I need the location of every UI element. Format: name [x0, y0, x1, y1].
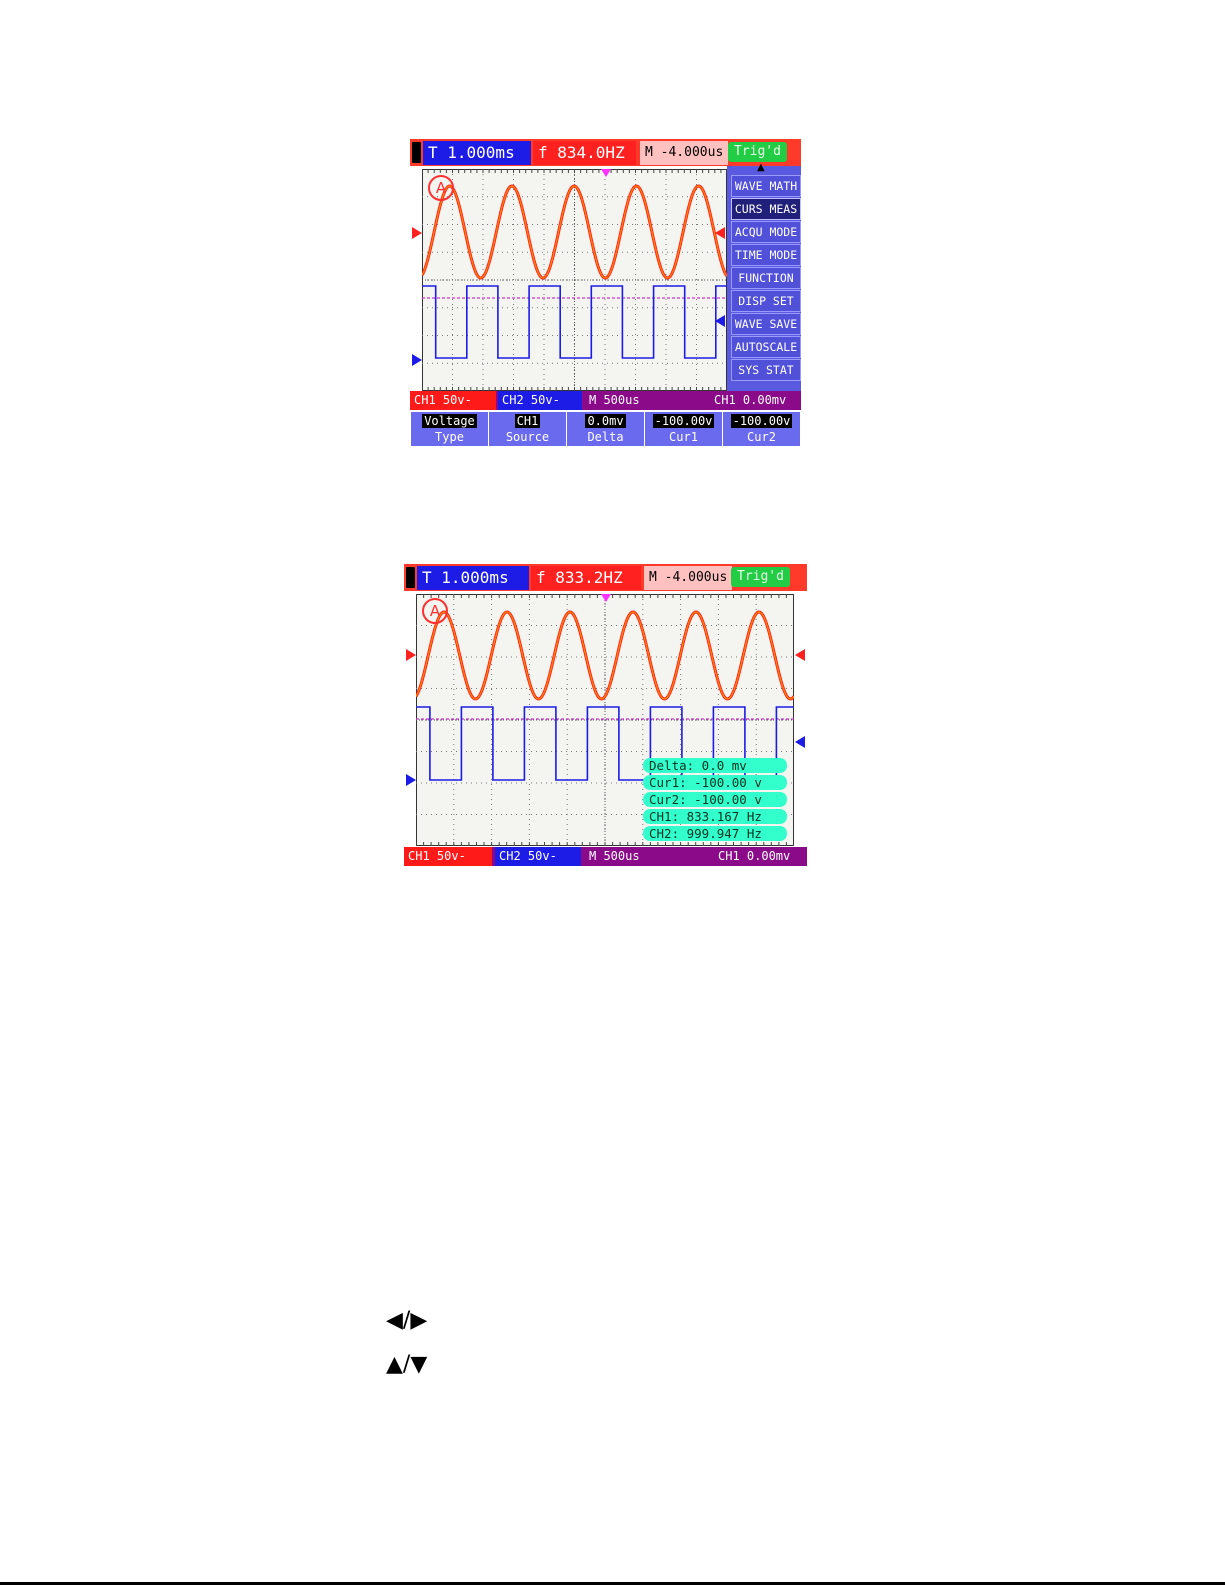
menu-item-time-mode[interactable]: TIME MODE [731, 244, 801, 266]
menu-up-arrow-icon: ▲ [757, 162, 765, 173]
softkey-source[interactable] [488, 411, 567, 447]
waveform-plot [422, 169, 727, 391]
softkey-cur1-label: Cur1 [669, 430, 698, 444]
ch1-level-icon [406, 649, 416, 661]
softkey-cur1[interactable] [644, 411, 723, 447]
trigger-position-icon [601, 594, 611, 602]
softkey-type[interactable] [410, 411, 489, 447]
softkey-source-value: CH1 [516, 414, 539, 428]
menu-item-wave-math[interactable]: WAVE MATH [731, 175, 801, 197]
menu-item-wave-save[interactable]: WAVE SAVE [731, 313, 801, 335]
softkey-cur2[interactable] [722, 411, 801, 447]
channel-a-marker: A [422, 598, 448, 624]
measurement-readouts [643, 758, 789, 844]
softkey-type-label: Type [435, 430, 464, 444]
trigger-level-ch1-icon [795, 649, 805, 661]
menu-item-acqu-mode[interactable]: ACQU MODE [731, 221, 801, 243]
menu-item-curs-meas[interactable]: CURS MEAS [731, 198, 801, 220]
readout-ch1-frequency: CH1: 833.167 Hz [643, 809, 787, 824]
trigger-level-readout: CH1 0.00mv [718, 849, 791, 863]
trigger-status-badge: Trig'd [728, 142, 787, 162]
main-menu [727, 162, 801, 391]
softkey-bar [410, 411, 801, 449]
softkey-delta[interactable] [566, 411, 645, 447]
timebase-readout: T 1.000ms [417, 566, 529, 590]
readout-cur1: Cur1: -100.00 v [643, 775, 787, 790]
up-down-keys-icon: ▲/▼ [386, 1352, 428, 1377]
ch1-scale: CH1 50v- [410, 391, 496, 410]
ch2-scale: CH2 50v- [495, 847, 581, 866]
trigger-offset-readout: M -4.000us [644, 566, 732, 590]
ch1-level-icon [412, 227, 422, 239]
ch1-scale: CH1 50v- [404, 847, 492, 866]
softkey-cur2-value: -100.00v [732, 414, 791, 428]
menu-item-autoscale[interactable]: AUTOSCALE [731, 336, 801, 358]
softkey-delta-label: Delta [587, 430, 624, 444]
trigger-level-ch2-icon [795, 736, 805, 748]
battery-icon [406, 567, 415, 588]
frequency-readout: f 834.0HZ [533, 141, 636, 165]
trigger-level-ch2-icon [715, 315, 725, 327]
frequency-readout: f 833.2HZ [531, 566, 641, 590]
menu-item-function[interactable]: FUNCTION [731, 267, 801, 289]
ch1-sine-trace [416, 612, 794, 699]
softkey-delta-value: 0.0mv [587, 414, 624, 428]
trigger-status-badge: Trig'd [731, 567, 790, 587]
oscilloscope-screen-1 [410, 139, 801, 449]
battery-icon [412, 142, 421, 163]
readout-delta: Delta: 0.0 mv [643, 758, 787, 773]
ch2-level-icon [412, 354, 422, 366]
menu-item-disp-set[interactable]: DISP SET [731, 290, 801, 312]
trigger-offset-readout: M -4.000us [640, 141, 728, 165]
softkey-type-value: Voltage [424, 414, 475, 428]
oscilloscope-screen-2 [404, 564, 807, 866]
waveform-svg [422, 169, 727, 391]
readout-ch2-frequency: CH2: 999.947 Hz [643, 826, 787, 841]
ch2-scale: CH2 50v- [498, 391, 582, 410]
trigger-level-ch1-icon [715, 227, 725, 239]
menu-item-sys-stat[interactable]: SYS STAT [731, 359, 801, 381]
channel-status-bar [410, 391, 801, 410]
softkey-cur1-value: -100.00v [654, 414, 713, 428]
timebase-readout: T 1.000ms [423, 141, 531, 165]
softkey-cur2-label: Cur2 [747, 430, 776, 444]
horizontal-scale: M 500us [589, 849, 640, 863]
ch2-level-icon [406, 774, 416, 786]
ch1-sine-trace-core [416, 612, 794, 699]
trigger-position-icon [601, 169, 611, 177]
left-right-keys-icon: ◀/▶ [386, 1308, 428, 1333]
trigger-level-readout: CH1 0.00mv [714, 393, 787, 407]
horizontal-scale: M 500us [589, 393, 640, 407]
channel-a-marker: A [428, 175, 454, 201]
readout-cur2: Cur2: -100.00 v [643, 792, 787, 807]
channel-status-bar [404, 847, 807, 866]
softkey-source-label: Source [505, 430, 550, 444]
